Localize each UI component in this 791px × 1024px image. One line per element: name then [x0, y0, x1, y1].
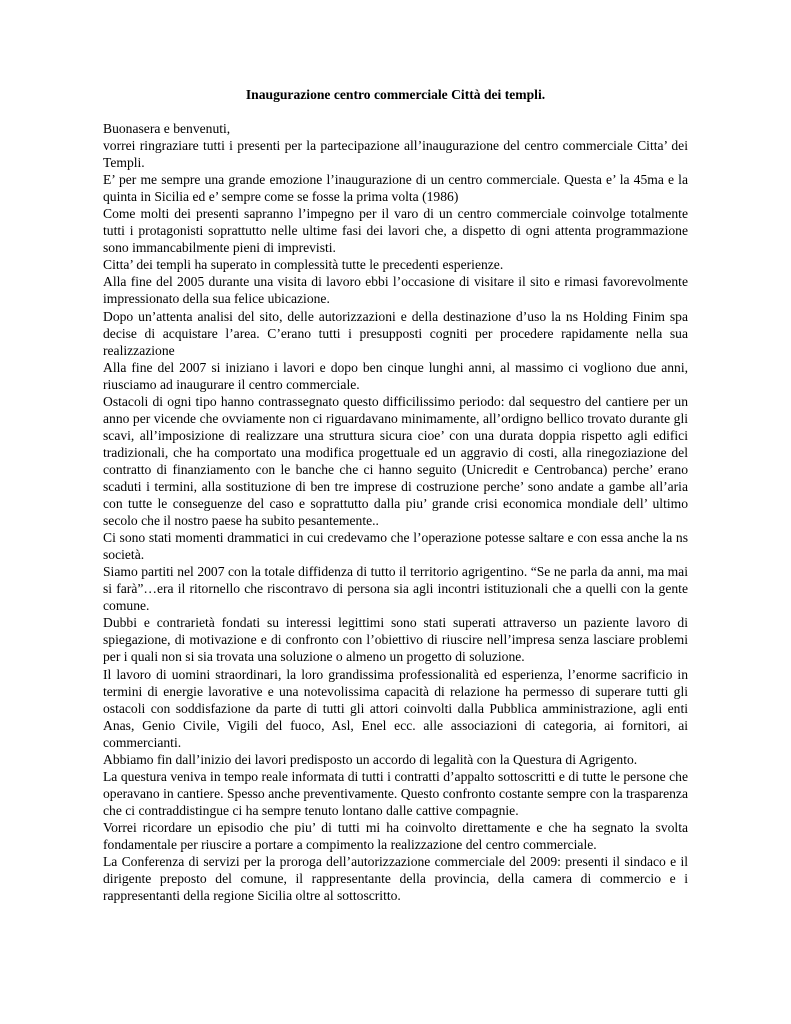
paragraph: La questura veniva in tempo reale informata di tutti i contratti d’appalto sottoscritti e di tutte le persone che operavano in cantiere. Spesso anche preventivamente. Questo confronto costante sempre con la trasparenza che ci contraddistingue ci ha sempre tenuto lontano dalle cattive compagnie. — [103, 768, 688, 818]
paragraph-greeting: Buonasera e benvenuti, — [103, 121, 231, 136]
paragraph: Siamo partiti nel 2007 con la totale diffidenza di tutto il territorio agrigentino. “Se ne parla da anni, ma mai si farà”…era il ritornello che riscontravo di persona sia agli incontri istituzionali che a quelli con la gente comune. — [103, 564, 688, 614]
paragraph: La Conferenza di servizi per la proroga dell’autorizzazione commerciale del 2009: presenti il sindaco e il dirigente preposto del comune, il rappresentante della provincia, della camera di commercio e i rappresentanti della regione Sicilia oltre al sottoscritto. — [103, 854, 688, 904]
paragraph: Abbiamo fin dall’inizio dei lavori predisposto un accordo di legalità con la Questura di Agrigento. — [103, 751, 638, 767]
paragraph: Alla fine del 2007 si iniziano i lavori e dopo ben cinque lunghi anni, al massimo ci vogliono due anni, riusciamo ad inaugurare il centro commerciale. — [103, 359, 688, 392]
paragraph: Dopo un’attenta analisi del sito, delle autorizzazioni e della destinazione d’uso la ns Holding Finim spa decise di acquistare l’area. C’erano tutti i presupposti cogniti per procedere rapidamente nella sua realizzazione — [103, 308, 688, 358]
paragraph: Il lavoro di uomini straordinari, la loro grandissima professionalità ed esperienza, l’enorme sacrificio in termini di energie lavorative e una notevolissima capacità di relazione ha permesso di superare tutti gli ostacoli con soddisfazione da parte di tutti gli attori coinvolti dalla Pubblica amministrazione, agli enti Anas, Genio Civile, Vigili del fuoco, Asl, Enel ecc. alle associazioni di categoria, ai fornitori, ai commercianti. — [103, 666, 688, 750]
paragraph: Ci sono stati momenti drammatici in cui credevamo che l’operazione potesse saltare e con essa anche la ns società. — [103, 530, 688, 563]
paragraph: Vorrei ricordare un episodio che piu’ di tutti mi ha coinvolto direttamente e che ha segnato la svolta fondamentale per riuscire a portare a compimento la realizzazione del centro commerciale. — [103, 819, 688, 852]
paragraph: Come molti dei presenti sapranno l’impegno per il varo di un centro commerciale coinvolge totalmente tutti i protagonisti soprattutto nelle ultime fasi dei lavori che, a dispetto di ogni attenta programmazione sono immancabilmente pieni di imprevisti. — [103, 206, 688, 256]
paragraph: vorrei ringraziare tutti i presenti per la partecipazione all’inaugurazione del centro commerciale Citta’ dei Templi. — [103, 138, 688, 171]
document-body — [103, 120, 688, 904]
paragraph: E’ per me sempre una grande emozione l’inaugurazione di un centro commerciale. Questa e’ la 45ma e la quinta in Sicilia ed e’ sempre come se fosse la prima volta (1986) — [103, 172, 688, 205]
paragraph: Citta’ dei templi ha superato in complessità tutte le precedenti esperienze. — [103, 257, 504, 273]
paragraph: Dubbi e contrarietà fondati su interessi legittimi sono stati superati attraverso un paziente lavoro di spiegazione, di motivazione e di confronto con l’obiettivo di riuscire nell’impresa senza lasciare problemi per i quali non si sia trovata una soluzione o almeno un progetto di soluzione. — [103, 615, 688, 665]
paragraph: Alla fine del 2005 durante una visita di lavoro ebbi l’occasione di visitare il sito e rimasi favorevolmente impressionato della sua felice ubicazione. — [103, 274, 688, 307]
paragraph: Ostacoli di ogni tipo hanno contrassegnato questo difficilissimo periodo: dal sequestro del cantiere per un anno per vicende che ovviamente non ci riguardavano minimamente, all’ordigno bellico trovato durante gli scavi, all’imposizione di realizzare una struttura sicura cioe’ con una durata doppia rispetto agli edifici tradizionali, che ha comportato una modifica progettuale ed un aggravio di costi, alla rinegoziazione del contratto di finanziamento con le banche che ci hanno seguito (Unicredit e Centrobanca) perche’ erano scaduti i termini, alla sostituzione di ben tre imprese di costruzione perche’ sono andate a gambe all’aria con tutte le conseguenze del caso e soprattutto dalla piu’ grande crisi economica mondiale dell’ ultimo secolo che il nostro paese ha subito pesantemente.. — [103, 393, 688, 529]
document-title: Inaugurazione centro commerciale Città dei templi. — [245, 87, 546, 102]
